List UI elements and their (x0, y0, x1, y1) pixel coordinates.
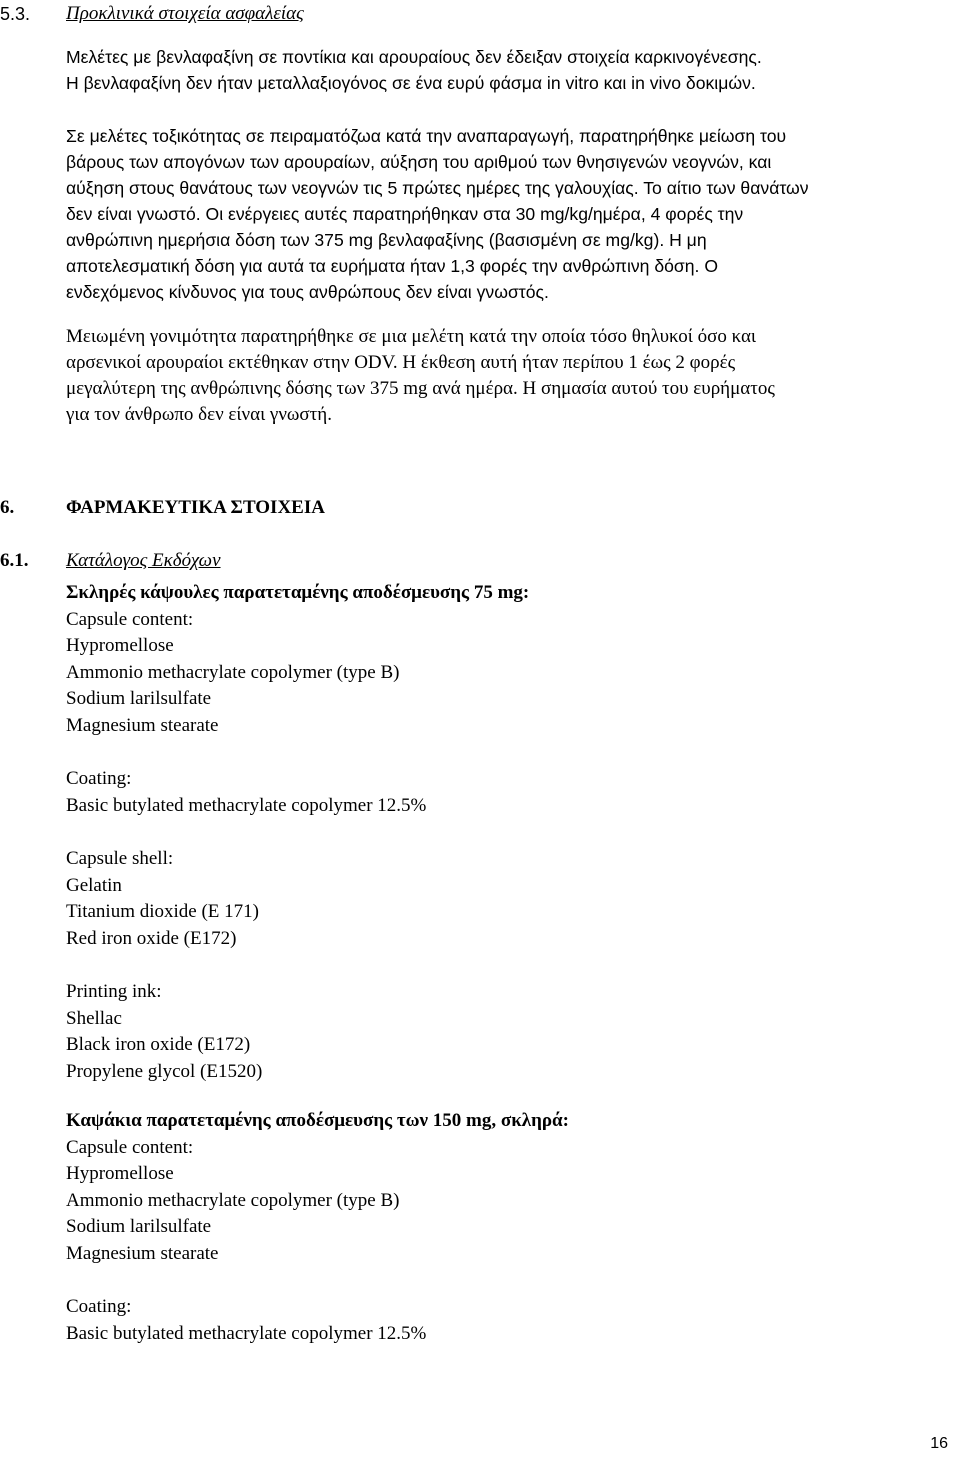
excipient-item: Hypromellose (66, 1163, 174, 1185)
excipient-group-label: Coating: (66, 1296, 132, 1318)
text-line: Σε μελέτες τοξικότητας σε πειραματόζωα κατά την αναπαραγωγή, παρατηρήθηκε μείωση του (66, 126, 787, 146)
section-number-6-1: 6.1. (0, 550, 29, 571)
text-line: αποτελεσματική δόση για αυτά τα ευρήματα ήταν 1,3 φορές την ανθρώπινη δόση. Ο (66, 256, 719, 276)
excipient-group-label: Capsule content: (66, 1136, 194, 1158)
excipient-item: Black iron oxide (E172) (66, 1034, 251, 1056)
excipients-75mg (66, 580, 529, 1085)
text-line: Μειωμένη γονιμότητα παρατηρήθηκε σε μια μελέτη κατά την οποία τόσο θηλυκοί όσο και (66, 326, 757, 347)
text-line: για τον άνθρωπο δεν είναι γνωστή. (66, 404, 332, 425)
paragraph-carcinogenicity (66, 44, 762, 96)
section-title-6: ΦΑΡΜΑΚΕΥΤΙΚΑ ΣΤΟΙΧΕΙΑ (66, 497, 325, 518)
text-line: μεγαλύτερη της ανθρώπινης δόσης των 375 mg ανά ημέρα. Η σημασία αυτού του ευρήματος (66, 378, 775, 399)
excipient-item: Ammonio methacrylate copolymer (type B) (66, 661, 400, 683)
page-number: 16 (930, 1435, 948, 1452)
excipient-item: Magnesium stearate (66, 714, 219, 736)
excipients-heading: Σκληρές κάψουλες παρατεταμένης αποδέσμευσης 75 mg: (66, 582, 530, 603)
excipient-item: Basic butylated methacrylate copolymer 12.5% (66, 1322, 427, 1344)
excipient-group-label: Capsule content: (66, 608, 194, 630)
excipient-item: Sodium larilsulfate (66, 1216, 212, 1238)
excipient-group-label: Printing ink: (66, 980, 162, 1002)
text-line: βάρους των απογόνων των αρουραίων, αύξηση του αριθμού των θνησιγενών νεογνών, και (66, 152, 772, 172)
section-number-6: 6. (0, 497, 15, 518)
excipient-item: Gelatin (66, 874, 122, 896)
text-line: Μελέτες με βενλαφαξίνη σε ποντίκια και αρουραίους δεν έδειξαν στοιχεία καρκινογένεσης. (66, 47, 762, 67)
text-line: ενδεχόμενος κίνδυνος για τους ανθρώπους δεν είναι γνωστός. (66, 282, 549, 302)
excipient-item: Propylene glycol (E1520) (66, 1060, 263, 1082)
text-line: ανθρώπινη ημερήσια δόση των 375 mg βενλαφαξίνης (βασισμένη σε mg/kg). Η μη (66, 230, 707, 250)
excipients-heading: Καψάκια παρατεταμένης αποδέσμευσης των 150 mg, σκληρά: (66, 1110, 569, 1131)
text-line: δεν είναι γνωστό. Οι ενέργειες αυτές παρατηρήθηκαν στα 30 mg/kg/ημέρα, 4 φορές την (66, 204, 744, 224)
excipient-item: Shellac (66, 1007, 122, 1029)
excipient-item: Sodium larilsulfate (66, 688, 212, 710)
excipient-group-label: Coating: (66, 768, 132, 790)
excipient-item: Magnesium stearate (66, 1242, 219, 1264)
excipient-item: Red iron oxide (E172) (66, 927, 237, 949)
excipient-group-label: Capsule shell: (66, 847, 174, 869)
section-number-5-3: 5.3. (0, 4, 31, 24)
excipient-item: Basic butylated methacrylate copolymer 12.5% (66, 794, 427, 816)
excipient-item: Ammonio methacrylate copolymer (type B) (66, 1189, 400, 1211)
text-line: Η βενλαφαξίνη δεν ήταν μεταλλαξιογόνος σε ένα ευρύ φάσμα in vitro και in vivo δοκιμών. (66, 73, 756, 93)
section-title-5-3: Προκλινικά στοιχεία ασφαλείας (66, 3, 304, 24)
paragraph-reproductive-toxicity (66, 123, 809, 305)
excipient-item: Titanium dioxide (E 171) (66, 901, 259, 923)
text-line: αρσενικοί αρουραίοι εκτέθηκαν στην ODV. Η έκθεση αυτή ήταν περίπου 1 έως 2 φορές (66, 352, 736, 373)
paragraph-fertility (66, 324, 775, 428)
excipients-150mg (66, 1108, 569, 1347)
excipient-item: Hypromellose (66, 635, 174, 657)
section-title-6-1: Κατάλογος Εκδόχων (66, 550, 221, 571)
text-line: αύξηση στους θανάτους των νεογνών τις 5 πρώτες ημέρες της γαλουχίας. Το αίτιο των θανάτων (66, 178, 809, 198)
